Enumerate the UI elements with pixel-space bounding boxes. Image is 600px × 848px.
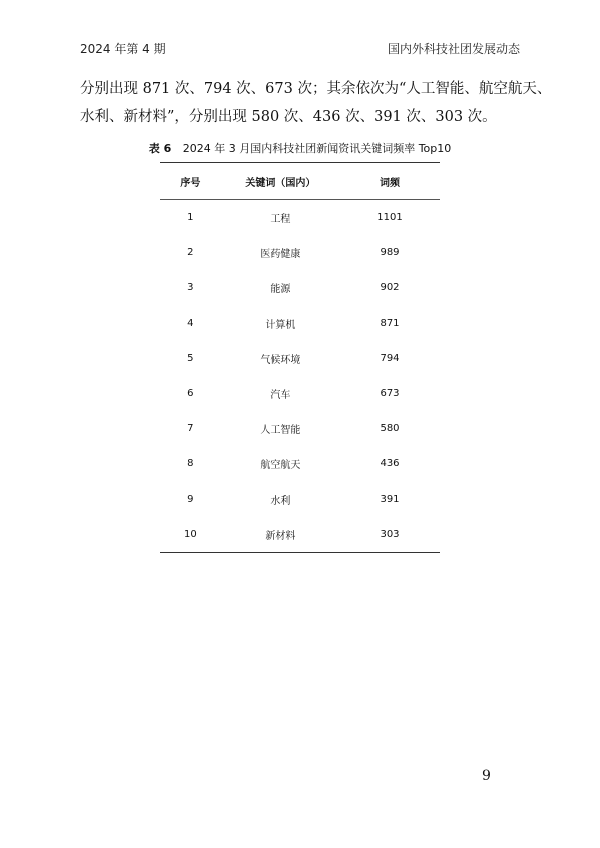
table-row (160, 235, 440, 270)
cell-frequency: 871 (380, 317, 400, 329)
cell-keyword: 气候环境 (260, 354, 301, 366)
cell-frequency: 1101 (377, 212, 403, 224)
cell-frequency: 580 (380, 423, 400, 435)
table-header-row (160, 163, 440, 200)
column-header-frequency: 词频 (340, 163, 440, 200)
cell-keyword: 新材料 (221, 517, 340, 553)
cell-keyword: 人工智能 (260, 425, 301, 437)
table-row (160, 411, 440, 446)
cell-frequency: 391 (380, 493, 400, 505)
paragraph-line-2: 水利、新材料”，分别出现 580 次、436 次、391 次、303 次。 (80, 109, 497, 125)
table-row (160, 270, 440, 305)
cell-frequency: 794 (380, 352, 400, 364)
cell-frequency: 989 (380, 247, 400, 259)
table-row (160, 517, 440, 553)
table-row (160, 341, 440, 376)
cell-keyword: 水利 (270, 495, 291, 507)
cell-frequency: 902 (380, 282, 400, 294)
cell-index: 3 (187, 282, 194, 294)
table-row (160, 200, 440, 236)
table-row (160, 446, 440, 481)
cell-keyword: 汽车 (270, 390, 291, 402)
cell-index: 4 (187, 317, 194, 329)
cell-keyword: 航空航天 (260, 460, 301, 472)
cell-index: 9 (187, 493, 194, 505)
cell-frequency: 303 (340, 517, 440, 553)
page-number: 9 (482, 768, 491, 784)
column-header-index: 序号 (160, 163, 221, 200)
cell-keyword: 医药健康 (260, 249, 301, 261)
cell-index: 5 (187, 352, 194, 364)
header-journal-title: 国内外科技社团发展动态 (387, 42, 520, 56)
table-row (160, 376, 440, 411)
cell-keyword: 计算机 (265, 319, 296, 331)
cell-index: 10 (160, 517, 221, 553)
paragraph-line-1: 分别出现 871 次、794 次、673 次；其余依次为“人工智能、航空航天、 (80, 81, 552, 97)
cell-keyword: 能源 (270, 284, 291, 296)
cell-index: 7 (187, 423, 194, 435)
cell-index: 6 (187, 388, 194, 400)
cell-frequency: 436 (380, 458, 400, 470)
cell-keyword: 工程 (270, 214, 291, 226)
column-header-keyword: 关键词（国内） (221, 163, 340, 200)
cell-index: 2 (187, 247, 194, 259)
table-caption-text: 2024 年 3 月国内科技社团新闻资讯关键词频率 Top10 (182, 142, 452, 155)
table-caption-number: 表 6 (148, 142, 172, 155)
keyword-frequency-table (160, 162, 440, 553)
table-caption (0, 140, 600, 156)
table-row (160, 482, 440, 517)
header-issue: 2024 年第 4 期 (80, 42, 166, 56)
cell-index: 1 (187, 212, 194, 224)
table-row (160, 306, 440, 341)
cell-frequency: 673 (380, 388, 400, 400)
cell-index: 8 (187, 458, 194, 470)
